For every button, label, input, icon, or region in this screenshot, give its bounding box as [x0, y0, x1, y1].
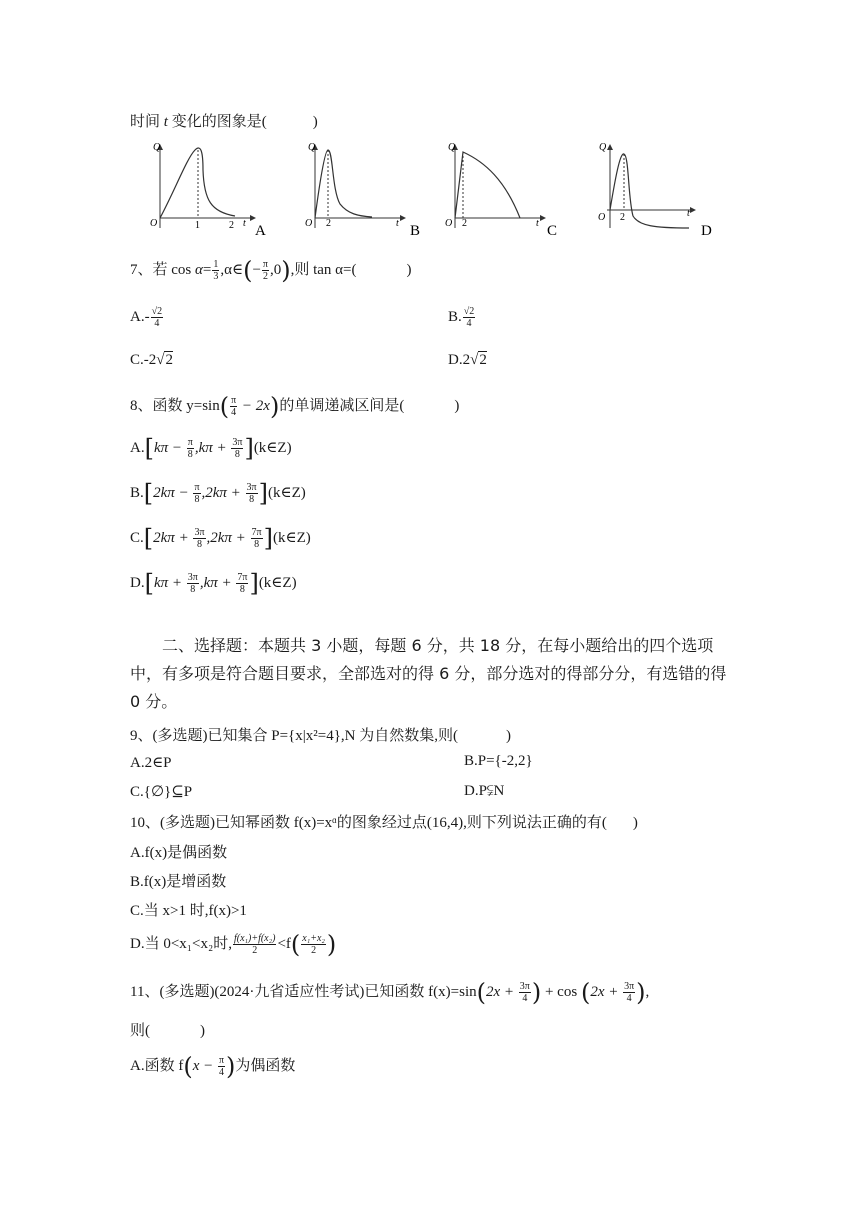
q7-stem: 7、若 cos α= $\frac{1}{3}$ ,α∈(− $\frac{\pi}{2}$ ,0),则 tan α=( ) [130, 256, 412, 285]
q9-option-b[interactable]: B.P={-2,2} [464, 753, 533, 769]
q8-option-c[interactable]: C.[2kπ + $\frac{3\pi}{8}$ ,2kπ + $\frac{7\pi}{8}$ ](k∈Z) [130, 524, 311, 553]
graph-c-ylabel: Q [448, 142, 456, 153]
graph-a-origin: O [150, 218, 158, 229]
graph-b-origin: O [305, 218, 313, 229]
q8-stem: 8、函数 y=sin( $\frac{\pi}{4}$ − 2x)的单调递减区间是( ) [130, 392, 460, 421]
graph-b-xlabel: t [396, 218, 399, 229]
q10-option-c[interactable]: C.当 x>1 时,f(x)>1 [130, 903, 247, 919]
graph-d [595, 140, 725, 239]
q7-option-c[interactable]: C.-2√2 [130, 352, 173, 368]
graph-b-letter: B [410, 223, 421, 239]
q8-option-a[interactable]: A.[kπ − $\frac{\pi}{8}$ ,kπ + $\frac{3\pi}{8}$ ](k∈Z) [130, 434, 292, 463]
section-2-heading: 二、选择题：本题共 3 小题，每题 6 分，共 18 分，在每小题给出的四个选项中，有多项是符合题目要求，全部选对的得 6 分，部分选对的得部分分，有选错的得 0 分。 [130, 636, 727, 711]
graph-b [300, 140, 430, 239]
graph-c-xlabel: t [536, 218, 539, 229]
graph-c-letter: C [547, 223, 558, 239]
q10-option-d[interactable]: D.当 0<x₁<x₂时, $\frac{\text{f(x₁)+f(x₂)}}{2}$ <f( $\frac{\text{x₁+x₂}}{2}$ ) [130, 930, 337, 959]
graph-a-letter: A [255, 223, 266, 239]
graph-c [440, 140, 570, 239]
q10-option-b[interactable]: B.f(x)是增函数 [130, 874, 227, 890]
q9-option-d[interactable]: D.P⫋N [464, 783, 505, 799]
q7-option-a[interactable]: A.- $\frac{√2}{4}$ [130, 306, 163, 329]
q11-stem: 11、(多选题)(2024·九省适应性考试)已知函数 f(x)=sin(2x + $\frac{3\pi}{4}$ ) + cos (2x + $\frac{3\pi}{4}$ ), [130, 978, 650, 1007]
graph-c-tick-2: 2 [462, 218, 467, 229]
q10-stem: 10、(多选题)已知幂函数 f(x)=xᵅ的图象经过点(16,4),则下列说法正确的有( ) [130, 815, 638, 831]
q7-option-b[interactable]: B. $\frac{√2}{4}$ [448, 306, 475, 329]
q9-option-a[interactable]: A.2∈P [130, 755, 172, 771]
graph-d-tick-2: 2 [620, 212, 625, 223]
graph-b-ylabel: Q [308, 142, 316, 153]
q9-stem: 9、(多选题)已知集合 P={x|x²=4},N 为自然数集,则( ) [130, 728, 511, 744]
q8-option-b[interactable]: B.[2kπ − $\frac{\pi}{8}$ ,2kπ + $\frac{3\pi}{8}$ ](k∈Z) [130, 479, 306, 508]
q11-stem-then: 则( ) [130, 1023, 205, 1039]
q11-option-a[interactable]: A.函数 f(x − $\frac{\pi}{4}$ )为偶函数 [130, 1052, 296, 1081]
graph-d-ylabel: Q [599, 142, 607, 153]
q9-option-c[interactable]: C.{∅}⊆P [130, 784, 193, 800]
q6-stem-tail: 时间 t 变化的图象是( ) [130, 114, 318, 130]
q8-option-d[interactable]: D.[kπ + $\frac{3\pi}{8}$ ,kπ + $\frac{7\pi}{8}$ ](k∈Z) [130, 569, 297, 598]
graph-a-tick-1: 1 [195, 220, 200, 231]
graph-b-tick-2: 2 [326, 218, 331, 229]
graph-d-letter: D [701, 223, 712, 239]
q10-option-a[interactable]: A.f(x)是偶函数 [130, 845, 228, 861]
graph-d-xlabel: t [687, 208, 690, 219]
graph-a-ylabel: Q [153, 142, 161, 153]
graph-a-xlabel: t [243, 218, 246, 229]
graph-a-tick-2: 2 [229, 220, 234, 231]
q7-option-d[interactable]: D.2√2 [448, 352, 487, 368]
graph-c-origin: O [445, 218, 453, 229]
graph-a [145, 140, 275, 239]
graph-d-origin: O [598, 212, 606, 223]
